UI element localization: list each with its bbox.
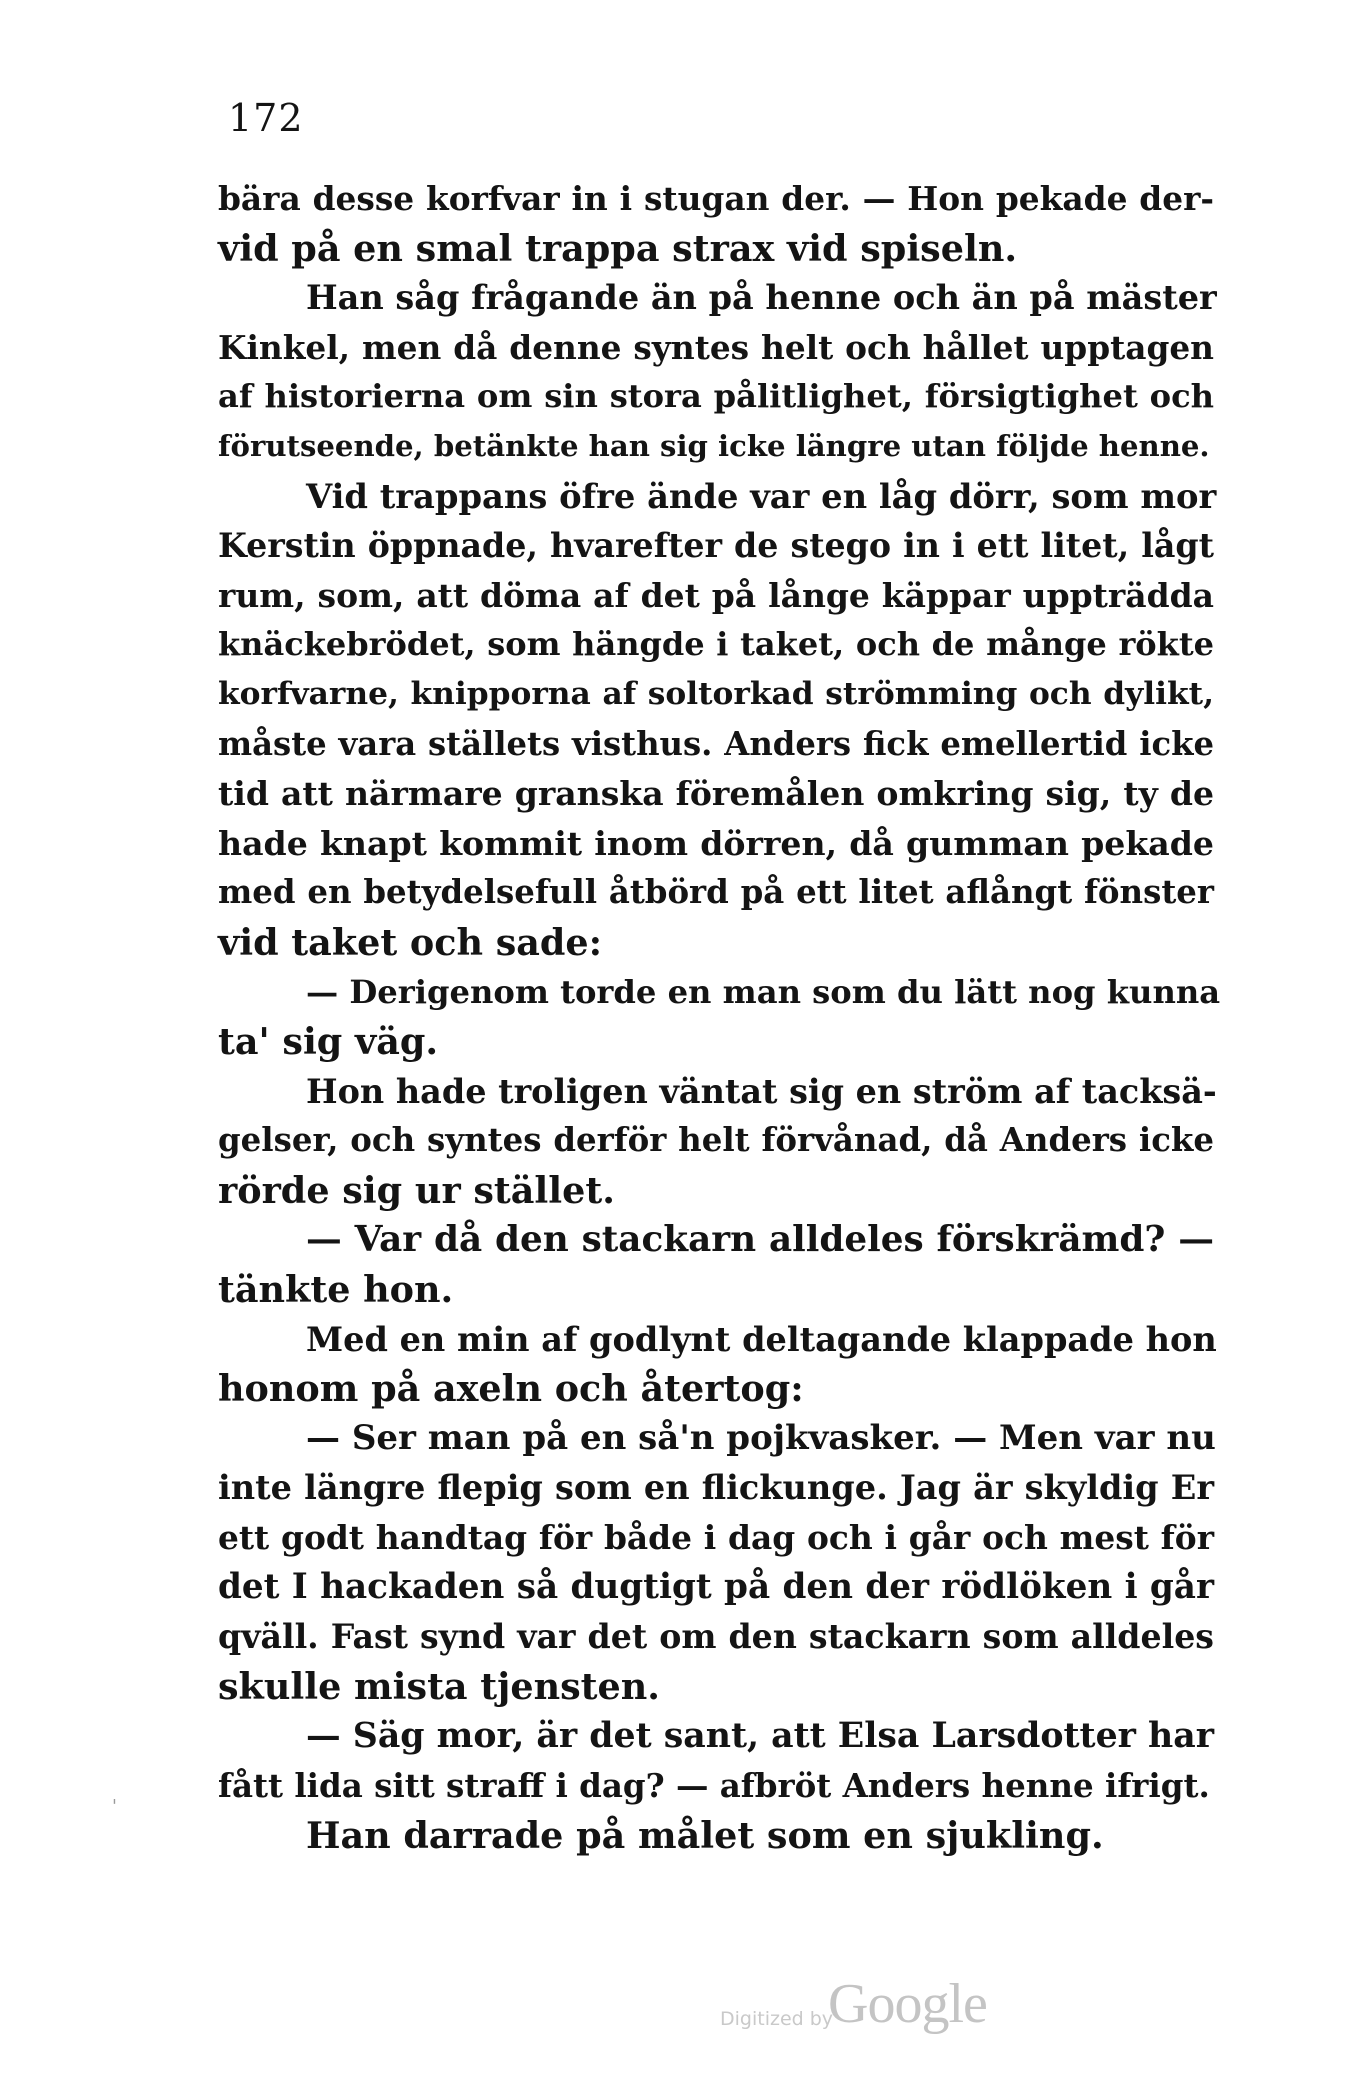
page-number: 172 [228, 96, 304, 140]
text-line: ta' sig väg. [218, 1020, 439, 1064]
text-line: förutseende, betänkte han sig icke längre utan följde henne. [218, 428, 1210, 463]
text-line: — Var då den stackarn alldeles förskrämd? — [306, 1218, 1214, 1261]
text-line: Han såg frågande än på henne och än på mäster [306, 278, 1217, 318]
text-line: hade knapt kommit inom dörren, då gumman pekade [218, 823, 1214, 863]
text-line: Vid trappans öfre ände var en låg dörr, som mor [306, 475, 1217, 516]
text-line: — Derigenom torde en man som du lätt nog kunna [306, 972, 1221, 1011]
text-line: bära desse korfvar in i stugan der. — Hon pekade der- [218, 179, 1214, 218]
text-line: gelser, och syntes derför helt förvånad, då Anders icke [218, 1121, 1214, 1160]
margin-mark: ' [112, 1796, 117, 1817]
text-line: Kinkel, men då denne syntes helt och hållet upptagen [218, 327, 1214, 367]
text-line: fått lida sitt straff i dag? — afbröt Anders henne ifrigt. [218, 1766, 1210, 1805]
text-line: Hon hade troligen väntat sig en ström af tacksä- [306, 1071, 1217, 1111]
text-line: knäckebrödet, som hängde i taket, och de månge rökte [218, 625, 1214, 664]
text-line: Han darrade på målet som en sjukling. [306, 1813, 1104, 1857]
text-line: det I hackaden så dugtigt på den der rödlöken i går [218, 1566, 1214, 1607]
text-line: — Säg mor, är det sant, att Elsa Larsdotter har [306, 1715, 1214, 1757]
text-line: korfvarne, knipporna af soltorkad strömming och dylikt, [218, 675, 1214, 712]
text-line: vid på en smal trappa strax vid spiseln. [218, 226, 1018, 270]
text-line: skulle mista tjensten. [218, 1664, 660, 1708]
text-line: rörde sig ur stället. [218, 1168, 615, 1212]
text-line: tänkte hon. [218, 1268, 454, 1312]
text-line: Med en min af godlynt deltagande klappade hon [306, 1319, 1217, 1359]
text-line: Kerstin öppnade, hvarefter de stego in i ett litet, lågt [218, 526, 1214, 566]
text-line: med en betydelsefull åtbörd på ett litet aflångt fönster [218, 873, 1214, 912]
text-line: rum, som, att döma af det på långe käppar uppträdda [218, 575, 1214, 615]
text-line: vid taket och sade: [218, 920, 603, 964]
text-line: — Ser man på en så'n pojkvasker. — Men var nu [306, 1417, 1216, 1458]
text-line: af historierna om sin stora pålitlighet, försigtighet och [218, 377, 1214, 416]
text-line: qväll. Fast synd var det om den stackarn som alldeles [218, 1617, 1214, 1657]
google-logo: Google [828, 1973, 987, 2035]
digitized-by-label: Digitized by [720, 2008, 834, 2030]
text-line: måste vara ställets visthus. Anders fick emellertid icke [218, 724, 1214, 763]
digitized-watermark [720, 1972, 1020, 2052]
text-line: inte längre flepig som en flickunge. Jag är skyldig Er [218, 1468, 1214, 1508]
text-line: honom på axeln och återtog: [218, 1367, 804, 1411]
text-line: ett godt handtag för både i dag och i går och mest för [218, 1518, 1214, 1558]
text-line: tid att närmare granska föremålen omkring sig, ty de [218, 774, 1214, 814]
page-text [218, 174, 1221, 1860]
